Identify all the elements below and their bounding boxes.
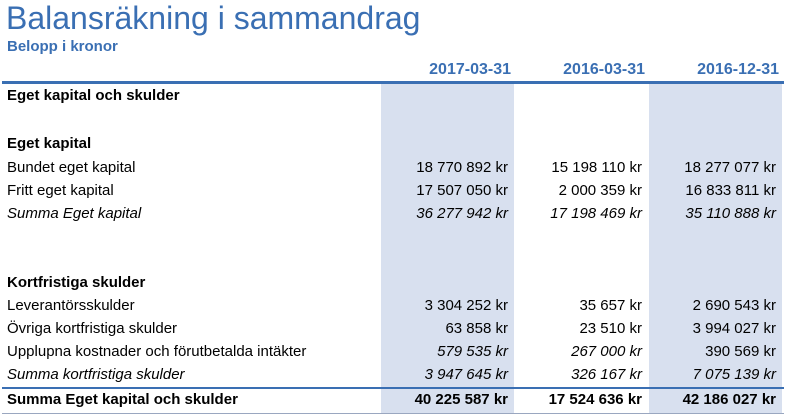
row-label: Upplupna kostnader och förutbetalda intäkter bbox=[7, 343, 307, 360]
row-value-2: 267 000 kr bbox=[571, 343, 642, 360]
row-value-1: 36 277 942 kr bbox=[416, 205, 508, 222]
row-value-2: 17 524 636 kr bbox=[548, 391, 642, 408]
table-row bbox=[0, 343, 786, 365]
row-value-2: 23 510 kr bbox=[579, 320, 642, 337]
row-value-3: 2 690 543 kr bbox=[692, 297, 776, 314]
table-row bbox=[0, 182, 786, 204]
row-value-1: 63 858 kr bbox=[445, 320, 508, 337]
row-value-2: 15 198 110 kr bbox=[551, 159, 642, 176]
bottom-rule bbox=[2, 413, 784, 414]
row-label: Bundet eget kapital bbox=[7, 159, 136, 176]
row-value-3: 390 569 kr bbox=[705, 343, 776, 360]
row-value-1: 17 507 050 kr bbox=[416, 182, 508, 199]
table-row-total bbox=[0, 391, 786, 413]
row-label: Kortfristiga skulder bbox=[7, 274, 146, 291]
row-label: Leverantörsskulder bbox=[7, 297, 135, 314]
header-rule bbox=[2, 81, 784, 84]
page-title: Balansräkning i sammandrag bbox=[6, 0, 421, 36]
row-value-2: 326 167 kr bbox=[571, 366, 642, 383]
row-value-1: 579 535 kr bbox=[437, 343, 508, 360]
table-row bbox=[0, 87, 786, 109]
row-value-2: 17 198 469 kr bbox=[550, 205, 642, 222]
row-label: Summa Eget kapital bbox=[7, 205, 142, 222]
row-value-2: 35 657 kr bbox=[579, 297, 642, 314]
page-subtitle: Belopp i kronor bbox=[7, 38, 118, 55]
row-label: Eget kapital och skulder bbox=[7, 87, 180, 104]
row-value-3: 42 186 027 kr bbox=[682, 391, 776, 408]
row-label: Fritt eget kapital bbox=[7, 182, 114, 199]
row-label: Eget kapital bbox=[7, 135, 92, 152]
row-value-3: 16 833 811 kr bbox=[685, 182, 776, 199]
column-header-3: 2016-12-31 bbox=[697, 61, 779, 78]
row-value-3: 18 277 077 kr bbox=[684, 159, 776, 176]
table-row bbox=[0, 297, 786, 319]
total-rule bbox=[2, 387, 784, 389]
table-row bbox=[0, 205, 786, 227]
table-row bbox=[0, 274, 786, 296]
row-value-3: 35 110 888 kr bbox=[685, 205, 776, 222]
row-value-1: 3 947 645 kr bbox=[424, 366, 508, 383]
row-value-1: 3 304 252 kr bbox=[424, 297, 508, 314]
column-header-1: 2017-03-31 bbox=[429, 61, 511, 78]
column-header-2: 2016-03-31 bbox=[563, 61, 645, 78]
row-label: Summa kortfristiga skulder bbox=[7, 366, 185, 383]
table-row bbox=[0, 135, 786, 157]
row-label: Övriga kortfristiga skulder bbox=[7, 320, 178, 337]
row-value-1: 40 225 587 kr bbox=[414, 391, 508, 408]
row-value-3: 3 994 027 kr bbox=[692, 320, 776, 337]
row-value-1: 18 770 892 kr bbox=[416, 159, 508, 176]
table-row bbox=[0, 320, 786, 342]
table-row bbox=[0, 366, 786, 388]
row-label: Summa Eget kapital och skulder bbox=[7, 391, 238, 408]
row-value-3: 7 075 139 kr bbox=[692, 366, 776, 383]
row-value-2: 2 000 359 kr bbox=[558, 182, 642, 199]
table-row bbox=[0, 159, 786, 181]
